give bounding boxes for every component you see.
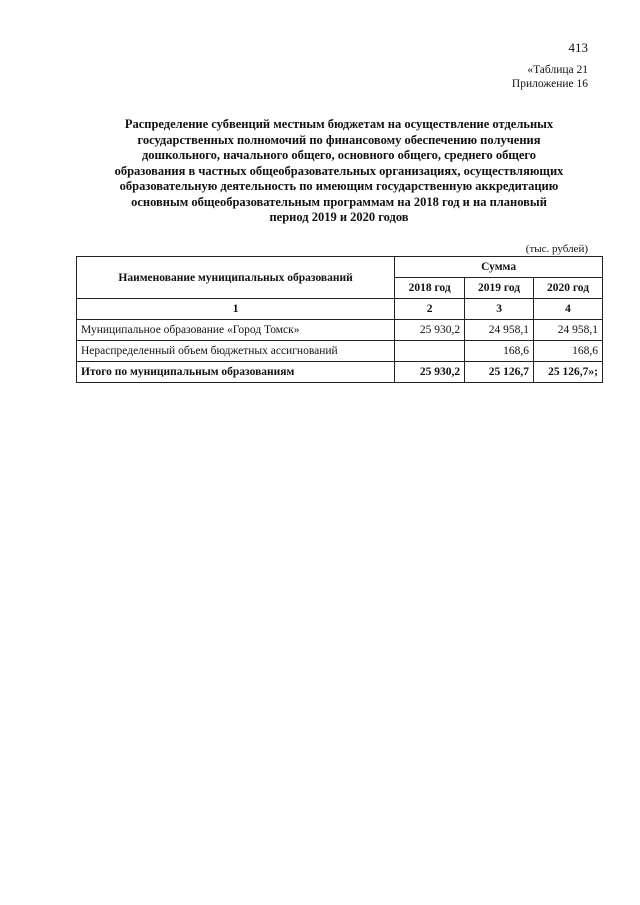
value-2018: 25 930,2	[395, 320, 465, 341]
value-2020: 168,6	[534, 341, 603, 362]
title-line: период 2019 и 2020 годов	[269, 210, 409, 224]
page-number: 413	[568, 40, 588, 55]
header-year-2019: 2019 год	[465, 278, 534, 299]
column-number: 2	[395, 299, 465, 320]
title-line: Распределение субвенций местным бюджетам на осуществление отдельных	[124, 117, 554, 131]
table-row	[77, 320, 603, 341]
column-number-row	[77, 299, 603, 320]
value-2019: 168,6	[465, 341, 534, 362]
document-title	[76, 117, 602, 226]
subsidy-table	[76, 256, 603, 383]
appendix-number: Приложение 16	[511, 78, 588, 90]
municipality-name: Муниципальное образование «Город Томск»	[77, 320, 395, 341]
table-reference	[512, 63, 588, 91]
value-2018	[395, 341, 465, 362]
title-line: образования в частных общеобразовательных организациях, осуществляющих	[114, 163, 564, 178]
value-2019: 24 958,1	[465, 320, 534, 341]
header-sum: Сумма	[395, 257, 603, 278]
column-number: 1	[77, 299, 395, 320]
title-line: государственных полномочий по финансовому обеспечению получения	[137, 132, 541, 147]
table-row	[77, 341, 603, 362]
total-2019: 25 126,7	[465, 362, 534, 383]
column-number: 3	[465, 299, 534, 320]
total-2018: 25 930,2	[395, 362, 465, 383]
title-line: образовательную деятельность по имеющим государственную аккредитацию	[119, 179, 559, 193]
title-line: основным общеобразовательным программам на 2018 год и на плановый	[131, 194, 547, 209]
value-2020: 24 958,1	[534, 320, 603, 341]
header-row	[77, 257, 603, 278]
table-number: «Таблица 21	[527, 64, 588, 76]
total-2020: 25 126,7»;	[534, 362, 603, 383]
total-row	[77, 362, 603, 383]
header-year-2018: 2018 год	[395, 278, 465, 299]
municipality-name: Нераспределенный объем бюджетных ассигнований	[77, 341, 395, 362]
total-label: Итого по муниципальным образованиям	[77, 362, 395, 383]
units-note: (тыс. рублей)	[525, 243, 588, 255]
header-year-2020: 2020 год	[534, 278, 603, 299]
header-municipality: Наименование муниципальных образований	[77, 257, 395, 299]
title-line: дошкольного, начального общего, основного общего, среднего общего	[141, 148, 537, 162]
column-number: 4	[534, 299, 603, 320]
